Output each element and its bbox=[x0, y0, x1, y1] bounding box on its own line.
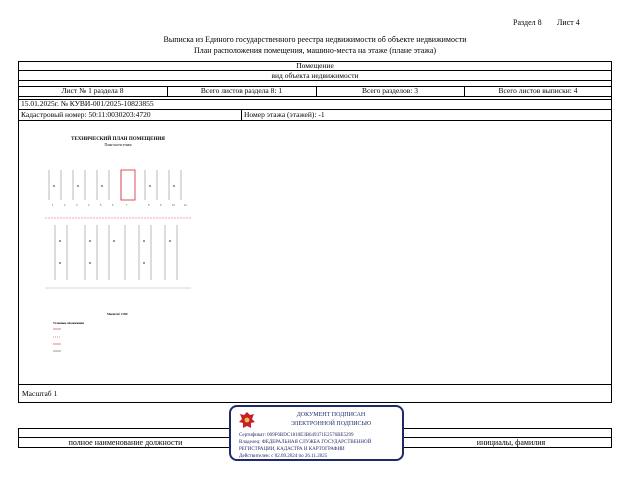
legend-title: Условные обозначения bbox=[53, 321, 84, 325]
svg-text:3: 3 bbox=[76, 204, 78, 207]
total-sheets-extract: Всего листов выписки: 4 bbox=[498, 86, 578, 95]
svg-text:5: 5 bbox=[100, 204, 102, 207]
floor-number: Номер этажа (этажей): -1 bbox=[244, 110, 325, 119]
date-number: 15.01.2025г. № КУВИ-001/2025-10823855 bbox=[21, 99, 154, 108]
object-type-caption: вид объекта недвижимости bbox=[271, 71, 359, 80]
plan-subtitle: План части этажа bbox=[104, 143, 132, 147]
sheet-number: Лист 4 bbox=[557, 18, 580, 27]
svg-text:7: 7 bbox=[126, 204, 128, 207]
svg-text:1: 1 bbox=[52, 204, 54, 207]
floor-plan-image bbox=[35, 130, 201, 362]
object-type: Помещение bbox=[296, 61, 334, 70]
scale-label: Масштаб 1 bbox=[22, 389, 58, 398]
plan-scale: Масштаб 1:200 bbox=[107, 312, 128, 316]
svg-text:10: 10 bbox=[172, 204, 175, 207]
cadastral-number: Кадастровый номер: 50:11:0030203:4720 bbox=[21, 110, 151, 119]
certificate-owner-2: РЕГИСТРАЦИИ, КАДАСТРА И КАРТОГРАФИИ bbox=[239, 447, 345, 452]
svg-text:4: 4 bbox=[88, 204, 90, 207]
certificate-number: Сертификат: 009F6BDC1810E3B649371E2576BE5299 bbox=[239, 433, 354, 438]
signature-heading-1: ДОКУМЕНТ ПОДПИСАН bbox=[296, 412, 366, 418]
svg-text:6: 6 bbox=[112, 204, 114, 207]
electronic-signature-stamp bbox=[229, 405, 404, 461]
total-sheets-section: Всего листов раздела 8: 1 bbox=[200, 86, 283, 95]
plan-title: ТЕХНИЧЕСКИЙ ПЛАН ПОМЕЩЕНИЯ bbox=[71, 137, 165, 142]
document-title: Выписка из Единого государственного реестра недвижимости об объекте недвижимости bbox=[163, 35, 467, 44]
svg-text:8: 8 bbox=[148, 204, 150, 207]
section-number: Раздел 8 bbox=[513, 18, 542, 27]
svg-text:2: 2 bbox=[64, 204, 66, 207]
document-subtitle: План расположения помещения, машино-места на этаже (плане этажа) bbox=[193, 46, 437, 55]
certificate-owner: Владелец: ФЕДЕРАЛЬНАЯ СЛУЖБА ГОСУДАРСТВЕННОЙ bbox=[239, 440, 372, 445]
svg-text:11: 11 bbox=[184, 204, 187, 207]
svg-text:9: 9 bbox=[160, 204, 162, 207]
certificate-validity: Действителен: с 02.09.2024 по 26.11.2025 bbox=[239, 454, 328, 459]
coat-of-arms-icon bbox=[237, 410, 257, 432]
position-caption: полное наименование должности bbox=[68, 438, 183, 447]
signature-heading-2: ЭЛЕКТРОННОЙ ПОДПИСЬЮ bbox=[290, 421, 372, 427]
sheet-no: Лист № 1 раздела 8 bbox=[61, 86, 124, 95]
name-caption: инициалы, фамилия bbox=[476, 438, 546, 447]
total-sections: Всего разделов: 3 bbox=[361, 86, 419, 95]
